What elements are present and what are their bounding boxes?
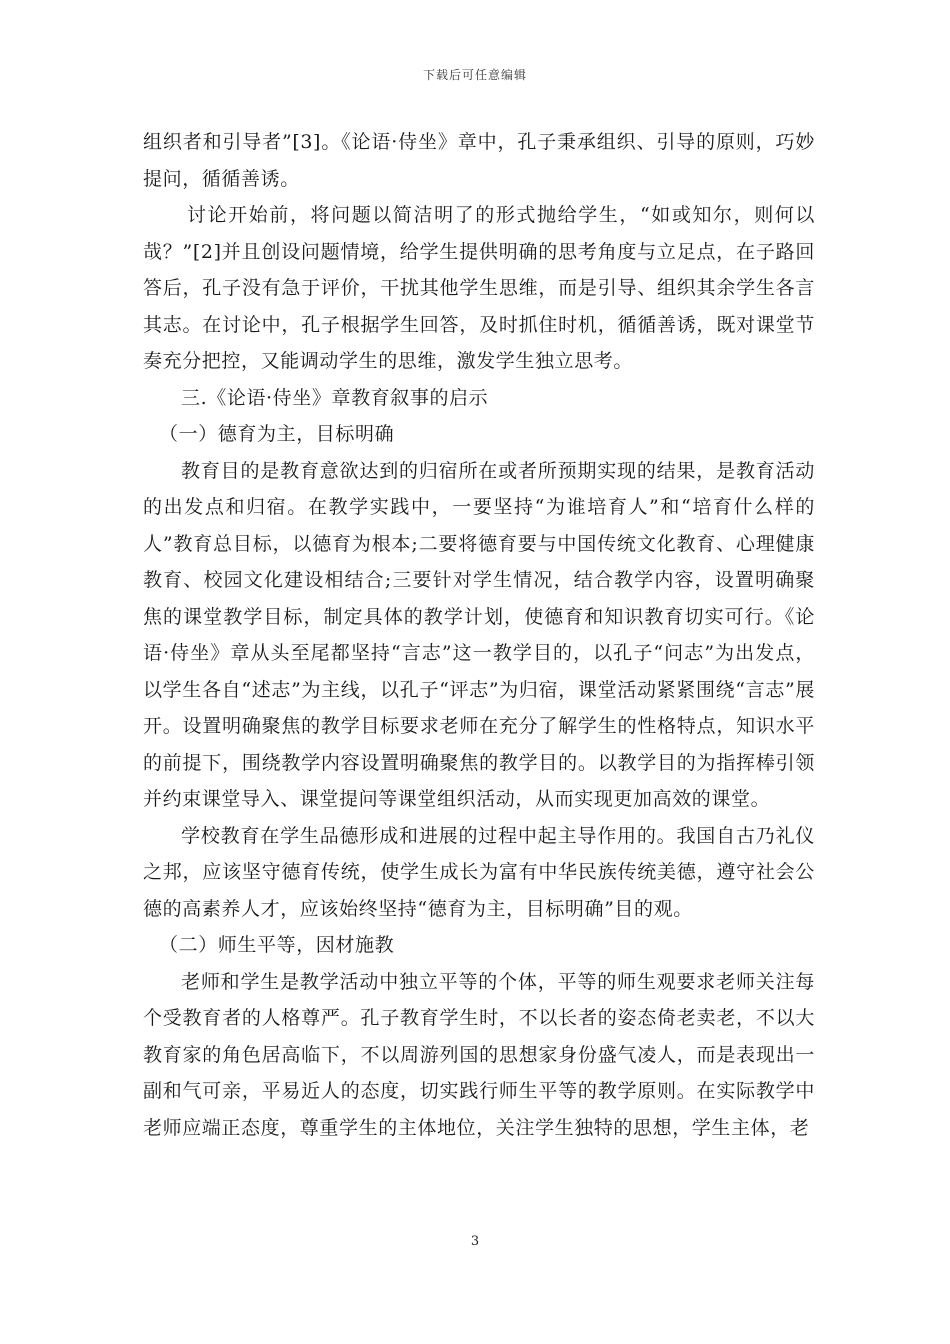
paragraph-discussion: 讨论开始前，将问题以简洁明了的形式抛给学生，“如或知尔，则何以哉？”[2]并且创设问题情境，给学生提供明确的思考角度与立足点，在子路回答后，孔子没有急于评价，干扰其他学生思维，而是引导、组织其余学生各言其志。在讨论中，孔子根据学生回答，及时抓住时机，循循善诱，既对课堂节奏充分把控，又能调动学生的思维，激发学生独立思考。 — [143, 204, 815, 372]
paragraph-teacher-student: 老师和学生是教学活动中独立平等的个体，平等的师生观要求老师关注每个受教育者的人格尊严。孔子教育学生时，不以长者的姿态倚老卖老，不以大教育家的角色居高临下，不以周游列国的思想家身份盛气凌人，而是表现出一副和气可亲，平易近人的态度，切实践行师生平等的教学原则。在实际教学中老师应端正态度，尊重学生的主体地位，关注学生独特的思想，学生主体，老 — [143, 970, 815, 1139]
page-header: 下载后可任意编辑 — [422, 68, 527, 82]
paragraph-moral-education: 学校教育在学生品德形成和进展的过程中起主导作用的。我国自古乃礼仪之邦，应该坚守德育传统，使学生成长为富有中华民族传统美德，遵守社会公德的高素养人才，应该始终坚持“德育为主，目标明确”目的观。 — [143, 824, 815, 920]
document-body — [143, 124, 815, 1146]
paragraph-continuation: 组织者和引导者”[3]。《论语·侍坐》章中，孔子秉承组织、引导的原则，巧妙提问，循循善诱。 — [143, 131, 815, 190]
section-heading: 三.《论语·侍坐》章教育叙事的启示 — [181, 386, 489, 409]
paragraph-education-goal: 教育目的是教育意欲达到的归宿所在或者所预期实现的结果，是教育活动的出发点和归宿。在教学实践中，一要坚持“为谁培育人”和“培育什么样的人”教育总目标，以德育为根本;二要将德育要与中国传统文化教育、心理健康教育、校园文化建设相结合;三要针对学生情况，结合教学内容，设置明确聚焦的课堂教学目标，制定具体的教学计划，使德育和知识教育切实可行。《论语·侍坐》章从头至尾都坚持“言志”这一教学目的，以孔子“问志”为出发点，以学生各自“述志”为主线，以孔子“评志”为归宿，课堂活动紧紧围绕“言志”展开。设置明确聚焦的教学目标要求老师在充分了解学生的性格特点，知识水平的前提下，围绕教学内容设置明确聚焦的教学目的。以教学目的为指挥棒引领并约束课堂导入、课堂提问等课堂组织活动，从而实现更加高效的课堂。 — [143, 459, 815, 810]
page-number: 3 — [470, 1234, 480, 1249]
subsection-heading-2: （二）师生平等，因材施教 — [159, 934, 395, 956]
subsection-heading-1: （一）德育为主，目标明确 — [159, 423, 395, 445]
